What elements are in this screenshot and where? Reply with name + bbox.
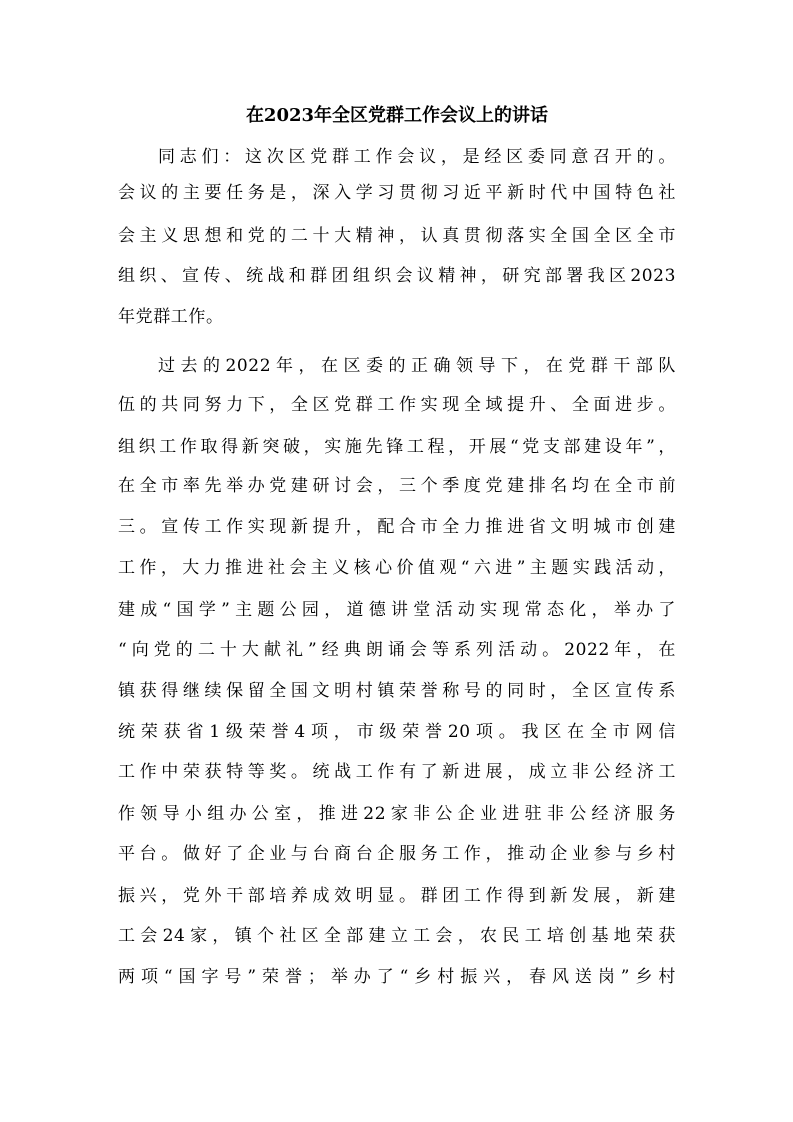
- paragraph-2-line-15: 工会24家，镇个社区全部建立工会，农民工培创基地荣获: [118, 926, 676, 946]
- paragraph-2-line-12: 作领导小组办公室，推进22家非公企业进驻非公经济服务: [118, 804, 676, 824]
- paragraph-1-line-5: 年党群工作。: [118, 307, 224, 327]
- paragraph-2-line-7: 建成“国学”主题公园，道德讲堂活动实现常态化，举办了: [118, 600, 676, 620]
- paragraph-2-line-2: 伍的共同努力下，全区党群工作实现全域提升、全面进步。: [118, 395, 676, 415]
- paragraph-1-line-1: 同志们：这次区党群工作会议，是经区委同意召开的。: [158, 147, 676, 167]
- paragraph-2-line-4: 在全市率先举办党建研讨会，三个季度党建排名均在全市前: [118, 476, 676, 496]
- paragraph-2-line-10: 统荣获省1级荣誉4项，市级荣誉20项。我区在全市网信: [118, 722, 676, 742]
- paragraph-2-line-16: 两项“国字号”荣誉；举办了“乡村振兴，春风送岗”乡村: [118, 967, 676, 987]
- paragraph-1-line-4: 组织、宣传、统战和群团组织会议精神，研究部署我区2023: [118, 266, 676, 286]
- paragraph-2-line-6: 工作，大力推进社会主义核心价值观“六进”主题实践活动，: [118, 558, 676, 578]
- paragraph-2-line-8: “向党的二十大献礼”经典朗诵会等系列活动。2022年，在: [118, 640, 676, 660]
- paragraph-2-line-5: 三。宣传工作实现新提升，配合市全力推进省文明城市创建: [118, 517, 676, 537]
- document-page: [118, 0, 676, 1122]
- paragraph-2-line-14: 振兴，党外干部培养成效明显。群团工作得到新发展，新建: [118, 886, 676, 906]
- paragraph-2-line-9: 镇获得继续保留全国文明村镇荣誉称号的同时，全区宣传系: [118, 681, 676, 701]
- paragraph-1-line-3: 会主义思想和党的二十大精神，认真贯彻落实全国全区全市: [118, 226, 676, 246]
- paragraph-2-line-11: 工作中荣获特等奖。统战工作有了新进展，成立非公经济工: [118, 762, 676, 782]
- paragraph-2-line-1: 过去的2022年，在区委的正确领导下，在党群干部队: [158, 356, 676, 376]
- document-title: 在2023年全区党群工作会议上的讲话: [245, 105, 549, 126]
- paragraph-1-line-2: 会议的主要任务是，深入学习贯彻习近平新时代中国特色社: [118, 183, 676, 203]
- paragraph-2-line-13: 平台。做好了企业与台商台企服务工作，推动企业参与乡村: [118, 844, 676, 864]
- paragraph-2-line-3: 组织工作取得新突破，实施先锋工程，开展“党支部建设年”，: [118, 437, 676, 457]
